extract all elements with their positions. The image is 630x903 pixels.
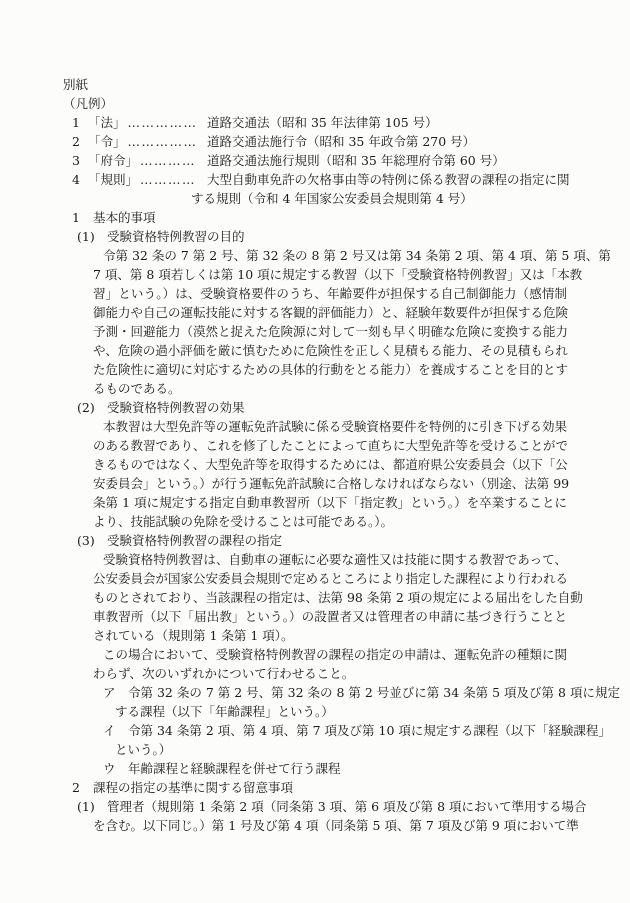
subsection-title: 管理者（規則第 1 条第 2 項（同条第 3 項、第 6 項及び第 8 項において準用する場合 (107, 799, 587, 814)
legend-definition: 道路交通法施行規則（昭和 35 年総理府令第 60 号） (207, 153, 505, 168)
subsection-title: 受験資格特例教習の課程の指定 (107, 533, 283, 548)
subsection-heading-continuation: を含む。以下同じ。）第 1 号及び第 4 項（同条第 5 項、第 7 項及び第 9 項において準 (93, 818, 579, 833)
paragraph-line: 予測・回避能力（漠然と捉えた危険源に対して一刻も早く明確な危険に変換する能力 (93, 324, 569, 339)
subsection-title: 受験資格特例教習の目的 (107, 229, 245, 244)
list-item-line (103, 683, 620, 702)
subsection-number: (2) (77, 400, 95, 415)
subsection-number: (1) (77, 229, 95, 244)
legend-term: 「府令」 (88, 153, 139, 168)
paragraph-line: 車教習所（以下「届出教」という。）の設置者又は管理者の申請に基づき行うことと (93, 609, 567, 624)
paragraph-line: 本教習は大型免許等の運転免許試験に係る受験資格要件を特例的に引き下げる効果 (103, 419, 567, 434)
paragraph-line: るものである。 (93, 381, 181, 396)
legend-term: 「令」 (88, 134, 126, 149)
section-title: 基本的事項 (93, 210, 156, 225)
legend-term: 「規則」 (88, 172, 139, 187)
paragraph-line: より、技能試験の免除を受けることは可能である。）。 (93, 514, 394, 529)
legend-definition-continuation: する規則（令和 4 年国家公安委員会規則第 4 号） (191, 191, 473, 206)
list-item-line (103, 721, 611, 740)
list-item-text: 令第 32 条の 7 第 2 号、第 32 条の 8 第 2 号並びに第 34 条第 5 項及び第 8 項に規定 (128, 685, 620, 700)
paragraph-line: されている（規則第 1 条第 1 項）。 (93, 628, 294, 643)
subsection-heading (77, 227, 567, 246)
list-item-text: 令第 34 条第 2 項、第 4 項、第 7 項及び第 10 項に規定する課程（以下「経験課程」 (128, 723, 611, 738)
paragraph-line: ものとされており、当該課程の指定は、法第 98 条第 2 項の規定による届出をした自動 (93, 590, 583, 605)
legend-heading: （凡例） (63, 96, 114, 111)
paragraph-line: 条第 1 項に規定する指定自動車教習所（以下「指定教」という。）を卒業することに (93, 495, 567, 510)
paragraph-line: 令第 32 条の 7 第 2 号、第 32 条の 8 第 2 号又は第 34 条第 2 項、第 4 項、第 5 項、第 (103, 248, 611, 263)
list-item-marker: イ (103, 723, 116, 738)
paragraph-line: のある教習であり、これを修了したことによって直ちに大型免許等を受けることがで (93, 438, 569, 453)
paragraph-line: この場合において、受験資格特例教習の課程の指定の申請は、運転免許の種類に関 (103, 647, 567, 662)
list-item-marker: ア (103, 685, 116, 700)
paragraph-line: 御能力や自己の運転技能に対する客観的評価能力）と、経験年数要件が担保する危険 (93, 305, 569, 320)
list-item-line (103, 759, 567, 778)
subsection-number: (3) (77, 533, 95, 548)
legend-definition: 道路交通法施行令（昭和 35 年政令第 270 号） (207, 134, 476, 149)
subsection-heading (77, 398, 567, 417)
legend-leader-dots: …………… (127, 134, 198, 149)
legend-item-number: 4 (72, 172, 80, 187)
section-heading (72, 778, 567, 797)
section-number: 2 (72, 780, 80, 795)
subsection-heading (77, 531, 567, 550)
subsection-number: (1) (77, 799, 95, 814)
section-heading (72, 208, 567, 227)
legend-item (72, 113, 567, 132)
paragraph-line: や、危険の過小評価を厳に慎むために危険性を正しく見積もる能力、その見積もられ (93, 343, 568, 358)
legend-definition: 道路交通法（昭和 35 年法律第 105 号） (207, 115, 438, 130)
paragraph-line: 安委員会」という。）が行う運転免許試験に合格しなければならない（別途、法第 99 (93, 476, 570, 491)
attachment-label: 別紙 (63, 77, 89, 92)
list-item-text: 年齢課程と経験課程を併せて行う課程 (128, 761, 341, 776)
paragraph-line: 受験資格特例教習は、自動車の運転に必要な適性又は技能に関する教習であって、 (103, 552, 567, 567)
legend-leader-dots: ………… (140, 172, 197, 187)
paragraph-line: きるものではなく、大型免許等を取得するためには、都道府県公安委員会（以下「公 (93, 457, 568, 472)
legend-term: 「法」 (88, 115, 126, 130)
section-number: 1 (72, 210, 80, 225)
section-title: 課程の指定の基準に関する留意事項 (93, 780, 294, 795)
paragraph-line: わらず、次のいずれかについて行わせること。 (93, 666, 355, 681)
legend-item-number: 2 (72, 134, 80, 149)
subsection-title: 受験資格特例教習の効果 (107, 400, 245, 415)
legend-item-number: 1 (72, 115, 80, 130)
legend-definition: 大型自動車免許の欠格事由等の特例に係る教習の課程の指定に関 (207, 172, 570, 187)
subsection-heading (77, 797, 587, 816)
paragraph-line: 習」という。）は、受験資格要件のうち、年齢要件が担保する自己制御能力（感情制 (93, 286, 567, 301)
legend-item-number: 3 (72, 153, 80, 168)
list-item-marker: ウ (103, 761, 116, 776)
document-page (63, 75, 620, 835)
legend-leader-dots: ………… (140, 153, 197, 168)
legend-leader-dots: …………… (127, 115, 198, 130)
list-item-line: する課程（以下「年齢課程」という。） (115, 704, 334, 719)
legend-item (72, 170, 570, 189)
legend-item (72, 151, 567, 170)
paragraph-line: た危険性に適切に対応するための具体的行動をとる能力）を養成することを目的とす (93, 362, 569, 377)
list-item-line: という。） (115, 742, 172, 757)
paragraph-line: 公安委員会が国家公安委員会規則で定めるところにより指定した課程により行われる (93, 571, 569, 586)
legend-item (72, 132, 567, 151)
paragraph-line: 7 項、第 8 項若しくは第 10 項に規定する教習（以下「受験資格特例教習」又は「本教 (93, 267, 583, 282)
